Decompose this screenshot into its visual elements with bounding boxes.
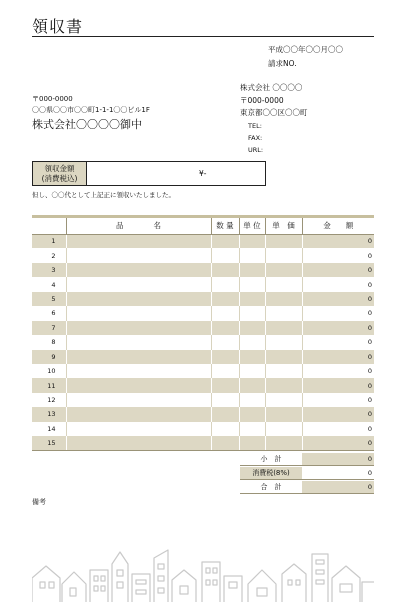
item-name-cell[interactable] xyxy=(66,248,211,262)
row-number[interactable]: 4 xyxy=(32,277,66,291)
quantity-cell[interactable] xyxy=(211,350,239,364)
unit-cell[interactable] xyxy=(239,292,265,306)
cityscape-illustration xyxy=(32,540,374,602)
items-table xyxy=(32,218,374,451)
remarks-label: 備考 xyxy=(32,498,46,506)
table-row xyxy=(32,436,374,450)
table-row xyxy=(32,292,374,306)
table-row xyxy=(32,350,374,364)
unit-cell[interactable] xyxy=(239,335,265,349)
receipt-title: 領収書 xyxy=(32,17,84,36)
row-number[interactable]: 15 xyxy=(32,436,66,450)
amount-cell[interactable]: 0 xyxy=(302,234,374,248)
unit-cell[interactable] xyxy=(239,277,265,291)
unit-cell[interactable] xyxy=(239,321,265,335)
header-item: 品 名 xyxy=(66,218,211,234)
unit-cell[interactable] xyxy=(239,407,265,421)
unit-price-cell[interactable] xyxy=(265,436,302,450)
quantity-cell[interactable] xyxy=(211,277,239,291)
item-name-cell[interactable] xyxy=(66,364,211,378)
unit-cell[interactable] xyxy=(239,436,265,450)
amount-box xyxy=(32,161,266,186)
amount-label xyxy=(33,162,87,185)
recipient-name: 株式会社〇〇〇〇御中 xyxy=(32,118,142,131)
quantity-cell[interactable] xyxy=(211,378,239,392)
amount-label-line2: (消費税込) xyxy=(41,174,78,183)
header-unit: 単 位 xyxy=(239,218,265,234)
header-qty: 数 量 xyxy=(211,218,239,234)
unit-cell[interactable] xyxy=(239,364,265,378)
table-row xyxy=(32,422,374,436)
unit-price-cell[interactable] xyxy=(265,350,302,364)
amount-cell[interactable]: 0 xyxy=(302,263,374,277)
amount-cell[interactable]: 0 xyxy=(302,292,374,306)
amount-cell[interactable]: 0 xyxy=(302,436,374,450)
unit-price-cell[interactable] xyxy=(265,248,302,262)
item-name-cell[interactable] xyxy=(66,321,211,335)
quantity-cell[interactable] xyxy=(211,393,239,407)
unit-price-cell[interactable] xyxy=(265,306,302,320)
table-row xyxy=(32,378,374,392)
unit-price-cell[interactable] xyxy=(265,407,302,421)
quantity-cell[interactable] xyxy=(211,335,239,349)
amount-cell[interactable]: 0 xyxy=(302,378,374,392)
item-name-cell[interactable] xyxy=(66,407,211,421)
unit-price-cell[interactable] xyxy=(265,364,302,378)
unit-price-cell[interactable] xyxy=(265,393,302,407)
table-row xyxy=(32,321,374,335)
table-row xyxy=(32,234,374,248)
item-name-cell[interactable] xyxy=(66,335,211,349)
item-name-cell[interactable] xyxy=(66,234,211,248)
unit-price-cell[interactable] xyxy=(265,335,302,349)
table-header-row xyxy=(32,218,374,234)
quantity-cell[interactable] xyxy=(211,234,239,248)
table-row xyxy=(32,364,374,378)
row-number[interactable]: 14 xyxy=(32,422,66,436)
row-number[interactable]: 5 xyxy=(32,292,66,306)
issuer-tel: TEL: xyxy=(248,121,262,130)
total-value: 0 xyxy=(302,481,374,494)
subtotal-label: 小 計 xyxy=(240,453,302,466)
unit-price-cell[interactable] xyxy=(265,277,302,291)
unit-cell[interactable] xyxy=(239,263,265,277)
quantity-cell[interactable] xyxy=(211,364,239,378)
row-number[interactable]: 13 xyxy=(32,407,66,421)
total-label: 合 計 xyxy=(240,481,302,494)
item-name-cell[interactable] xyxy=(66,263,211,277)
item-name-cell[interactable] xyxy=(66,277,211,291)
quantity-cell[interactable] xyxy=(211,407,239,421)
recipient-address: 〇〇県〇〇市〇〇町1-1-1〇〇ビル1F xyxy=(32,106,150,114)
unit-cell[interactable] xyxy=(239,378,265,392)
unit-cell[interactable] xyxy=(239,350,265,364)
quantity-cell[interactable] xyxy=(211,292,239,306)
table-row xyxy=(32,277,374,291)
unit-cell[interactable] xyxy=(239,422,265,436)
receipt-note: 但し、〇〇代として上記正に領収いたしました。 xyxy=(32,191,175,199)
quantity-cell[interactable] xyxy=(211,306,239,320)
amount-cell[interactable]: 0 xyxy=(302,321,374,335)
issuer-company: 株式会社 〇〇〇〇 xyxy=(240,83,303,92)
amount-cell[interactable]: 0 xyxy=(302,364,374,378)
unit-cell[interactable] xyxy=(239,234,265,248)
row-number[interactable]: 1 xyxy=(32,234,66,248)
issuer-url: URL: xyxy=(248,145,264,154)
header-no xyxy=(32,218,66,234)
unit-cell[interactable] xyxy=(239,248,265,262)
amount-cell[interactable]: 0 xyxy=(302,422,374,436)
issuer-address: 東京都〇〇区〇〇町 xyxy=(240,108,308,117)
unit-price-cell[interactable] xyxy=(265,378,302,392)
row-number[interactable]: 10 xyxy=(32,364,66,378)
unit-price-cell[interactable] xyxy=(265,263,302,277)
unit-cell[interactable] xyxy=(239,393,265,407)
quantity-cell[interactable] xyxy=(211,321,239,335)
table-row xyxy=(32,248,374,262)
item-name-cell[interactable] xyxy=(66,393,211,407)
item-name-cell[interactable] xyxy=(66,306,211,320)
amount-cell[interactable]: 0 xyxy=(302,248,374,262)
unit-price-cell[interactable] xyxy=(265,234,302,248)
row-number[interactable]: 6 xyxy=(32,306,66,320)
unit-price-cell[interactable] xyxy=(265,422,302,436)
row-number[interactable]: 11 xyxy=(32,378,66,392)
amount-cell[interactable]: 0 xyxy=(302,306,374,320)
amount-cell[interactable]: 0 xyxy=(302,350,374,364)
quantity-cell[interactable] xyxy=(211,436,239,450)
header-price: 単 価 xyxy=(265,218,302,234)
row-number[interactable]: 9 xyxy=(32,350,66,364)
recipient-block xyxy=(32,94,150,130)
row-number[interactable]: 8 xyxy=(32,335,66,349)
tax-value: 0 xyxy=(302,467,374,480)
item-name-cell[interactable] xyxy=(66,422,211,436)
amount-cell[interactable]: 0 xyxy=(302,393,374,407)
issue-date: 平成〇〇年〇〇月〇〇 xyxy=(268,45,343,54)
header-amount: 金 額 xyxy=(302,218,374,234)
issuer-postal: 〒000-0000 xyxy=(240,95,284,105)
table-row xyxy=(32,335,374,349)
recipient-postal: 〒000-0000 xyxy=(32,95,73,103)
unit-price-cell[interactable] xyxy=(265,321,302,335)
amount-cell[interactable]: 0 xyxy=(302,407,374,421)
item-name-cell[interactable] xyxy=(66,350,211,364)
amount-cell[interactable]: 0 xyxy=(302,277,374,291)
amount-cell[interactable]: 0 xyxy=(302,335,374,349)
title-rule xyxy=(32,36,374,37)
quantity-cell[interactable] xyxy=(211,422,239,436)
amount-label-line1: 領収金額 xyxy=(44,164,75,173)
item-name-cell[interactable] xyxy=(66,378,211,392)
row-number[interactable]: 7 xyxy=(32,321,66,335)
item-name-cell[interactable] xyxy=(66,436,211,450)
row-number[interactable]: 12 xyxy=(32,393,66,407)
table-row xyxy=(32,407,374,421)
invoice-number: 請求NO. xyxy=(268,59,297,68)
table-row xyxy=(32,306,374,320)
row-number[interactable]: 3 xyxy=(32,263,66,277)
amount-value: ¥- xyxy=(199,169,207,178)
quantity-cell[interactable] xyxy=(211,263,239,277)
unit-price-cell[interactable] xyxy=(265,292,302,306)
subtotal-value: 0 xyxy=(302,453,374,466)
row-number[interactable]: 2 xyxy=(32,248,66,262)
issuer-fax: FAX: xyxy=(248,133,263,142)
unit-cell[interactable] xyxy=(239,306,265,320)
table-row xyxy=(32,263,374,277)
tax-label: 消費税(8%) xyxy=(240,467,302,480)
table-row xyxy=(32,393,374,407)
quantity-cell[interactable] xyxy=(211,248,239,262)
item-name-cell[interactable] xyxy=(66,292,211,306)
issuer-block xyxy=(240,82,308,156)
